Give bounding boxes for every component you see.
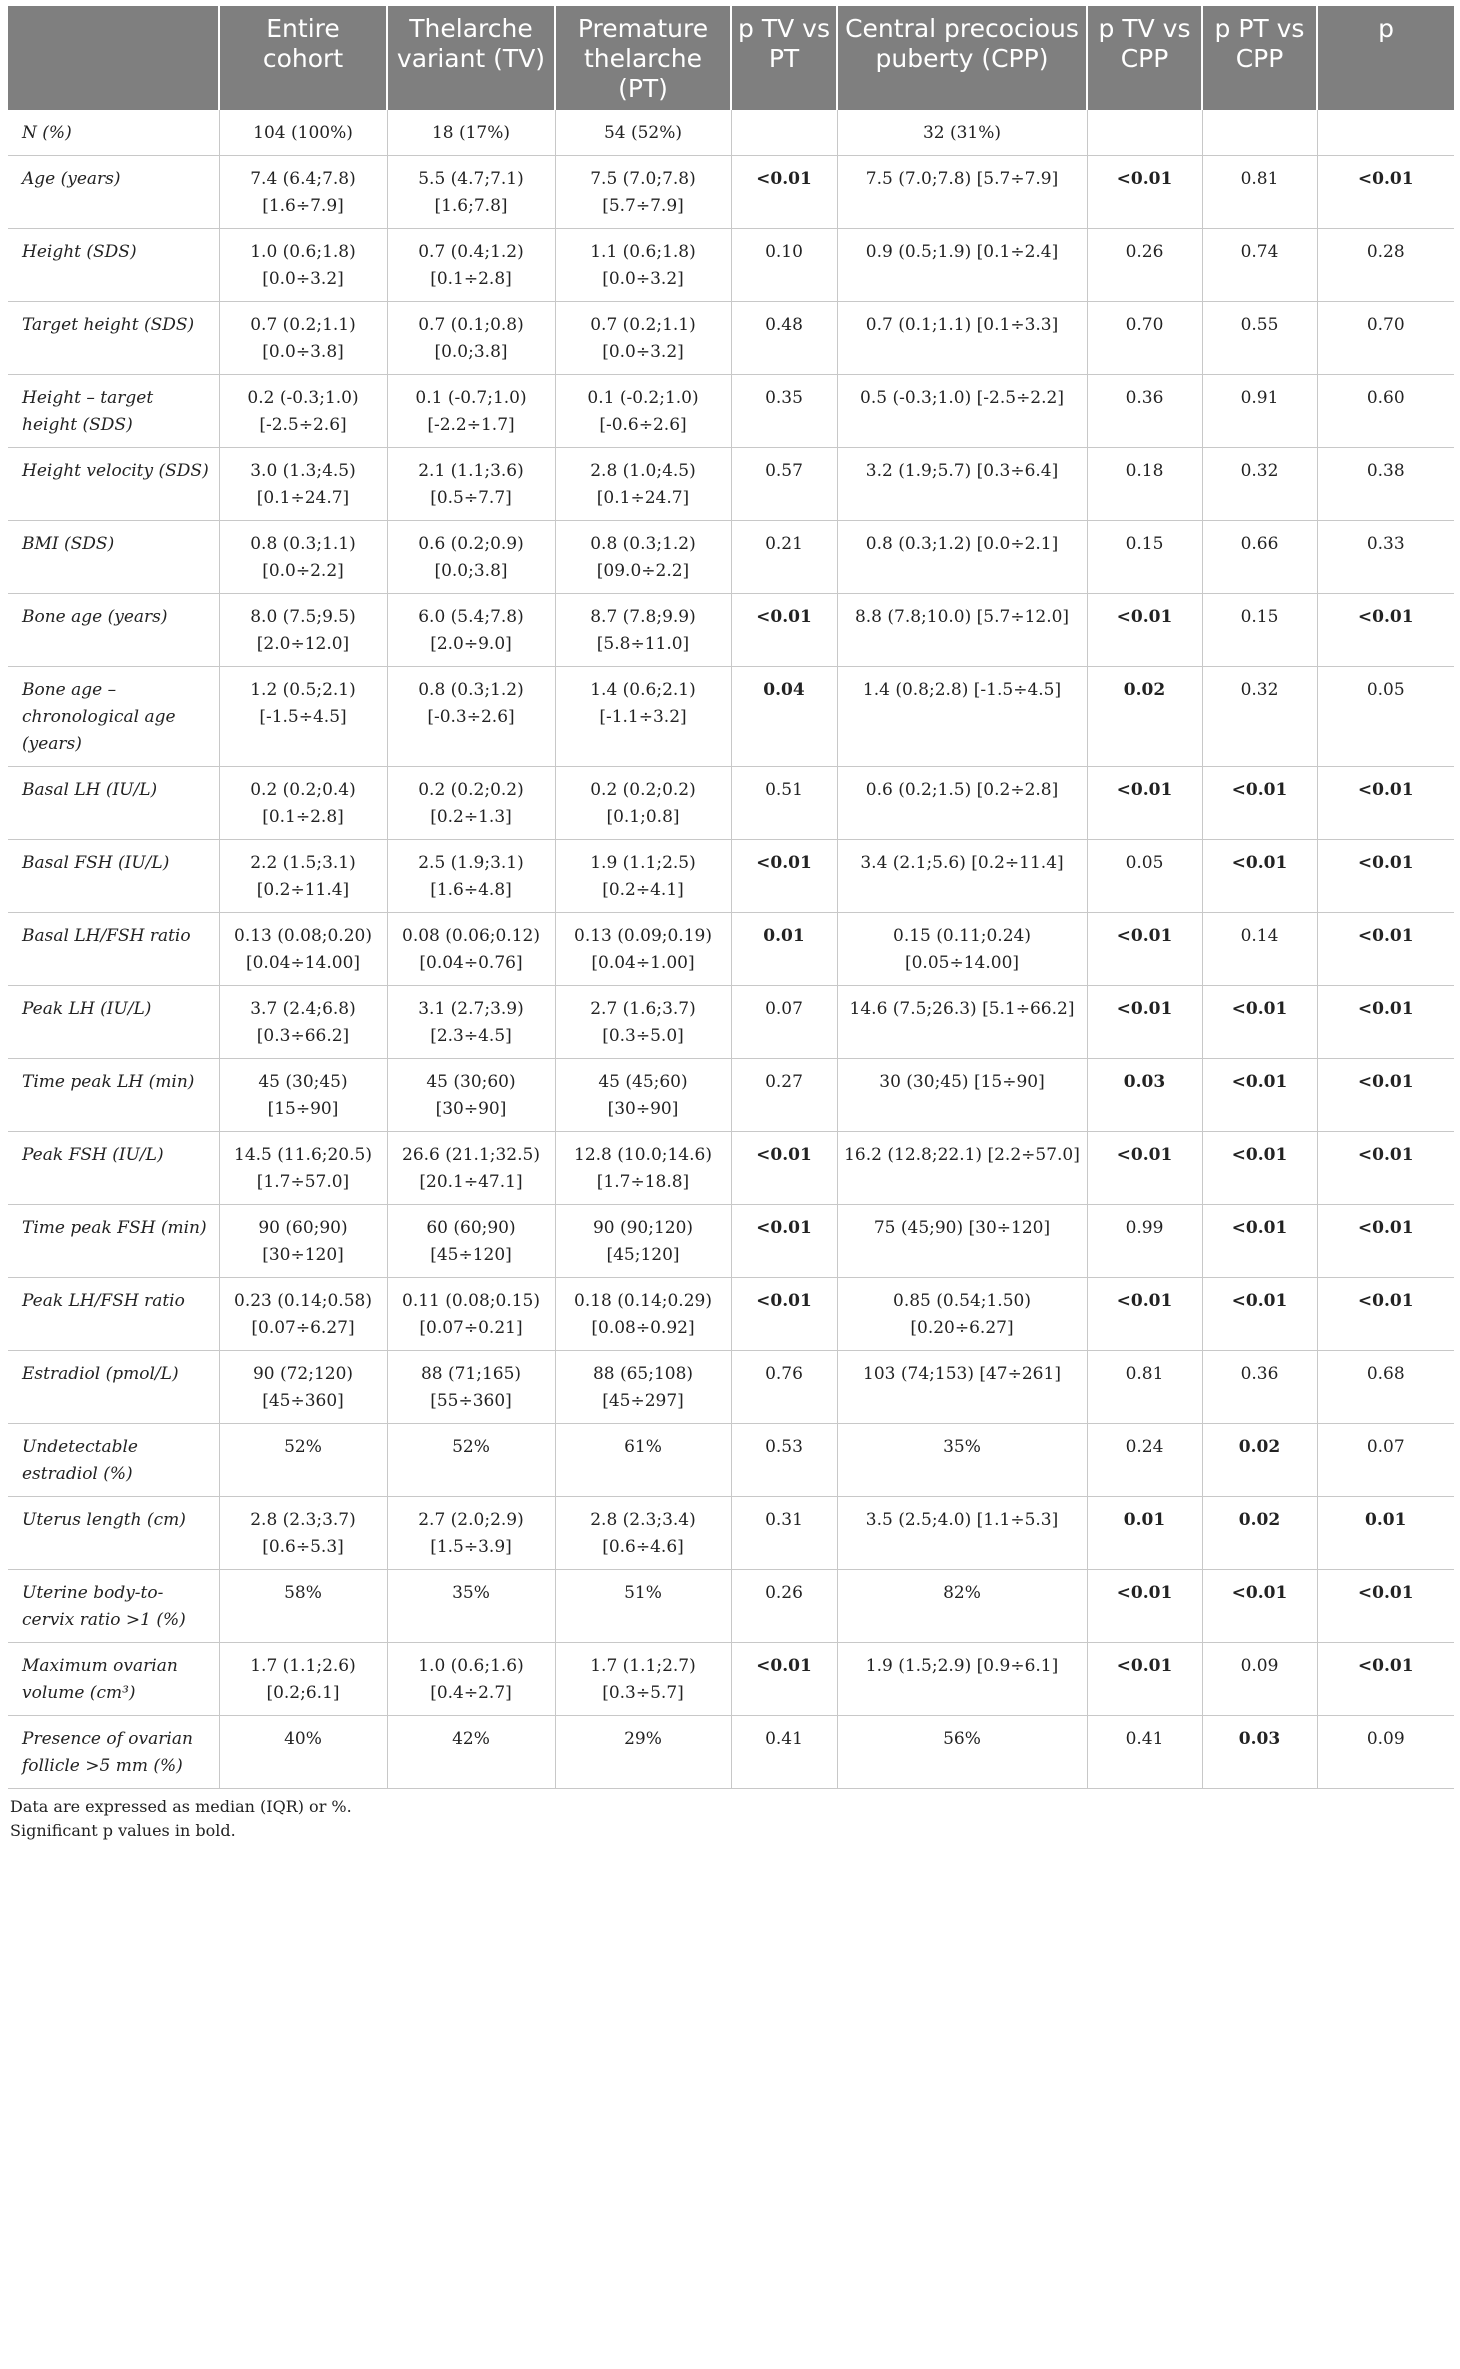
table-cell: <0.01 bbox=[1087, 767, 1202, 840]
table-cell: 0.01 bbox=[1087, 1497, 1202, 1570]
row-label: Peak LH/FSH ratio bbox=[8, 1278, 219, 1351]
table-cell: 35% bbox=[387, 1570, 555, 1643]
table-cell: 16.2 (12.8;22.1) [2.2÷57.0] bbox=[837, 1132, 1087, 1205]
row-label: Time peak FSH (min) bbox=[8, 1205, 219, 1278]
table-cell: <0.01 bbox=[731, 594, 837, 667]
table-cell: <0.01 bbox=[731, 1643, 837, 1716]
table-cell: 0.03 bbox=[1202, 1716, 1317, 1789]
row-label: Height velocity (SDS) bbox=[8, 448, 219, 521]
column-header: p PT vs CPP bbox=[1202, 6, 1317, 110]
table-cell: 51% bbox=[555, 1570, 731, 1643]
column-header bbox=[8, 6, 219, 110]
table-cell: <0.01 bbox=[1087, 156, 1202, 229]
table-cell: <0.01 bbox=[1317, 156, 1454, 229]
table-cell: <0.01 bbox=[731, 840, 837, 913]
column-header: p bbox=[1317, 6, 1454, 110]
table-cell: 0.2 (0.2;0.2) [0.2÷1.3] bbox=[387, 767, 555, 840]
table-cell: <0.01 bbox=[1317, 1643, 1454, 1716]
table-cell: <0.01 bbox=[1317, 913, 1454, 986]
table-cell: 0.36 bbox=[1087, 375, 1202, 448]
row-label: Peak FSH (IU/L) bbox=[8, 1132, 219, 1205]
table-row bbox=[8, 1059, 1454, 1132]
table-row bbox=[8, 1132, 1454, 1205]
table-cell: 0.05 bbox=[1087, 840, 1202, 913]
table-row bbox=[8, 1716, 1454, 1789]
table-cell: 0.32 bbox=[1202, 448, 1317, 521]
table-cell: 0.07 bbox=[1317, 1424, 1454, 1497]
table-cell: 0.27 bbox=[731, 1059, 837, 1132]
table-cell: 0.1 (-0.2;1.0) [-0.6÷2.6] bbox=[555, 375, 731, 448]
table-cell: <0.01 bbox=[1202, 986, 1317, 1059]
table-cell: 0.05 bbox=[1317, 667, 1454, 767]
table-cell: <0.01 bbox=[1202, 1570, 1317, 1643]
table-cell: 29% bbox=[555, 1716, 731, 1789]
table-cell: 0.09 bbox=[1202, 1643, 1317, 1716]
table-cell: 3.5 (2.5;4.0) [1.1÷5.3] bbox=[837, 1497, 1087, 1570]
table-cell: 61% bbox=[555, 1424, 731, 1497]
table-cell: 0.28 bbox=[1317, 229, 1454, 302]
table-cell: 0.7 (0.2;1.1) [0.0÷3.8] bbox=[219, 302, 387, 375]
table-cell: 82% bbox=[837, 1570, 1087, 1643]
table-cell: 58% bbox=[219, 1570, 387, 1643]
row-label: Bone age – chronological age (years) bbox=[8, 667, 219, 767]
table-cell: 0.35 bbox=[731, 375, 837, 448]
table-cell: 0.6 (0.2;0.9) [0.0;3.8] bbox=[387, 521, 555, 594]
row-label: Time peak LH (min) bbox=[8, 1059, 219, 1132]
table-cell: 3.0 (1.3;4.5) [0.1÷24.7] bbox=[219, 448, 387, 521]
row-label: Age (years) bbox=[8, 156, 219, 229]
table-cell: 90 (60;90) [30÷120] bbox=[219, 1205, 387, 1278]
table-cell: 0.02 bbox=[1202, 1497, 1317, 1570]
table-cell: 0.38 bbox=[1317, 448, 1454, 521]
table-cell: 1.7 (1.1;2.6) [0.2;6.1] bbox=[219, 1643, 387, 1716]
table-cell: 0.81 bbox=[1087, 1351, 1202, 1424]
table-cell: 0.9 (0.5;1.9) [0.1÷2.4] bbox=[837, 229, 1087, 302]
table-body bbox=[8, 110, 1454, 1789]
table-cell: 40% bbox=[219, 1716, 387, 1789]
row-label: Estradiol (pmol/L) bbox=[8, 1351, 219, 1424]
table-cell: 14.5 (11.6;20.5) [1.7÷57.0] bbox=[219, 1132, 387, 1205]
table-cell: 1.9 (1.1;2.5) [0.2÷4.1] bbox=[555, 840, 731, 913]
table-cell: <0.01 bbox=[1202, 767, 1317, 840]
table-cell: 0.15 (0.11;0.24) [0.05÷14.00] bbox=[837, 913, 1087, 986]
table-cell: 7.5 (7.0;7.8) [5.7÷7.9] bbox=[837, 156, 1087, 229]
table-cell: <0.01 bbox=[731, 1278, 837, 1351]
table-cell: 0.13 (0.08;0.20) [0.04÷14.00] bbox=[219, 913, 387, 986]
row-label: Target height (SDS) bbox=[8, 302, 219, 375]
table-cell: 6.0 (5.4;7.8) [2.0÷9.0] bbox=[387, 594, 555, 667]
table-cell: 1.4 (0.8;2.8) [-1.5÷4.5] bbox=[837, 667, 1087, 767]
table-row bbox=[8, 1570, 1454, 1643]
table-cell: 0.99 bbox=[1087, 1205, 1202, 1278]
row-label: Uterine body-to-cervix ratio >1 (%) bbox=[8, 1570, 219, 1643]
table-cell: 0.8 (0.3;1.2) [09.0÷2.2] bbox=[555, 521, 731, 594]
table-cell: 0.15 bbox=[1202, 594, 1317, 667]
table-cell: 45 (30;45) [15÷90] bbox=[219, 1059, 387, 1132]
table-cell: 90 (72;120) [45÷360] bbox=[219, 1351, 387, 1424]
table-cell: 14.6 (7.5;26.3) [5.1÷66.2] bbox=[837, 986, 1087, 1059]
table-row bbox=[8, 156, 1454, 229]
table-cell: 103 (74;153) [47÷261] bbox=[837, 1351, 1087, 1424]
table-cell: 90 (90;120) [45;120] bbox=[555, 1205, 731, 1278]
table-cell: 0.23 (0.14;0.58) [0.07÷6.27] bbox=[219, 1278, 387, 1351]
table-cell: 88 (65;108) [45÷297] bbox=[555, 1351, 731, 1424]
table-row bbox=[8, 594, 1454, 667]
table-cell: 2.5 (1.9;3.1) [1.6÷4.8] bbox=[387, 840, 555, 913]
table-cell: 2.8 (2.3;3.4) [0.6÷4.6] bbox=[555, 1497, 731, 1570]
footnote-significance: Significant p values in bold. bbox=[10, 1821, 236, 1840]
row-label: Bone age (years) bbox=[8, 594, 219, 667]
footnote-data-format: Data are expressed as median (IQR) or %. bbox=[10, 1797, 352, 1816]
table-cell: 1.7 (1.1;2.7) [0.3÷5.7] bbox=[555, 1643, 731, 1716]
table-cell: 0.36 bbox=[1202, 1351, 1317, 1424]
table-cell: <0.01 bbox=[1317, 1278, 1454, 1351]
table-cell: 0.48 bbox=[731, 302, 837, 375]
table-cell: 45 (30;60) [30÷90] bbox=[387, 1059, 555, 1132]
table-cell: <0.01 bbox=[731, 156, 837, 229]
table-cell: 2.2 (1.5;3.1) [0.2÷11.4] bbox=[219, 840, 387, 913]
table-header-row bbox=[8, 6, 1454, 110]
table-cell: <0.01 bbox=[1317, 840, 1454, 913]
table-row bbox=[8, 986, 1454, 1059]
table-cell: 52% bbox=[219, 1424, 387, 1497]
table-cell: 35% bbox=[837, 1424, 1087, 1497]
table-cell: 26.6 (21.1;32.5) [20.1÷47.1] bbox=[387, 1132, 555, 1205]
table-cell: 8.0 (7.5;9.5) [2.0÷12.0] bbox=[219, 594, 387, 667]
table-cell: <0.01 bbox=[1317, 594, 1454, 667]
table-cell: <0.01 bbox=[1087, 1570, 1202, 1643]
table-cell: <0.01 bbox=[1087, 1643, 1202, 1716]
row-label: Maximum ovarian volume (cm³) bbox=[8, 1643, 219, 1716]
table-cell: 18 (17%) bbox=[387, 110, 555, 156]
table-cell: <0.01 bbox=[1317, 1205, 1454, 1278]
table-cell: <0.01 bbox=[1317, 1132, 1454, 1205]
table-row bbox=[8, 1205, 1454, 1278]
table-cell: 0.18 bbox=[1087, 448, 1202, 521]
table-cell: 0.55 bbox=[1202, 302, 1317, 375]
table-cell: 0.8 (0.3;1.1) [0.0÷2.2] bbox=[219, 521, 387, 594]
table-cell: 56% bbox=[837, 1716, 1087, 1789]
table-cell: 1.0 (0.6;1.6) [0.4÷2.7] bbox=[387, 1643, 555, 1716]
table-cell: 0.14 bbox=[1202, 913, 1317, 986]
table-cell: 12.8 (10.0;14.6) [1.7÷18.8] bbox=[555, 1132, 731, 1205]
table-cell: <0.01 bbox=[1317, 1059, 1454, 1132]
column-header: Thelarche variant (TV) bbox=[387, 6, 555, 110]
table-cell: <0.01 bbox=[1317, 767, 1454, 840]
table-cell: 0.41 bbox=[731, 1716, 837, 1789]
table-cell: 1.1 (0.6;1.8) [0.0÷3.2] bbox=[555, 229, 731, 302]
column-header: Central precocious puberty (CPP) bbox=[837, 6, 1087, 110]
row-label: BMI (SDS) bbox=[8, 521, 219, 594]
table-cell: 60 (60;90) [45÷120] bbox=[387, 1205, 555, 1278]
table-cell: 0.70 bbox=[1087, 302, 1202, 375]
table-cell: <0.01 bbox=[1202, 840, 1317, 913]
table-cell: 0.51 bbox=[731, 767, 837, 840]
column-header: p TV vs CPP bbox=[1087, 6, 1202, 110]
table-cell: <0.01 bbox=[1087, 913, 1202, 986]
table-cell: 0.5 (-0.3;1.0) [-2.5÷2.2] bbox=[837, 375, 1087, 448]
table-cell: <0.01 bbox=[1087, 986, 1202, 1059]
table-cell: 0.60 bbox=[1317, 375, 1454, 448]
table-cell: <0.01 bbox=[731, 1205, 837, 1278]
table-cell: 0.24 bbox=[1087, 1424, 1202, 1497]
table-cell: 1.4 (0.6;2.1) [-1.1÷3.2] bbox=[555, 667, 731, 767]
table-cell: <0.01 bbox=[1087, 594, 1202, 667]
table-cell: 0.02 bbox=[1087, 667, 1202, 767]
table-cell: 3.4 (2.1;5.6) [0.2÷11.4] bbox=[837, 840, 1087, 913]
table-row bbox=[8, 1497, 1454, 1570]
table-cell: 0.32 bbox=[1202, 667, 1317, 767]
table-cell: 0.8 (0.3;1.2) [0.0÷2.1] bbox=[837, 521, 1087, 594]
table-cell: 52% bbox=[387, 1424, 555, 1497]
table-cell: <0.01 bbox=[1087, 1132, 1202, 1205]
table-cell: <0.01 bbox=[731, 1132, 837, 1205]
table-cell: 0.04 bbox=[731, 667, 837, 767]
column-header: Entire cohort bbox=[219, 6, 387, 110]
table-cell bbox=[1202, 110, 1317, 156]
table-cell: 7.5 (7.0;7.8) [5.7÷7.9] bbox=[555, 156, 731, 229]
row-label: Presence of ovarian follicle >5 mm (%) bbox=[8, 1716, 219, 1789]
table-cell: 0.2 (-0.3;1.0) [-2.5÷2.6] bbox=[219, 375, 387, 448]
table-cell: 8.7 (7.8;9.9) [5.8÷11.0] bbox=[555, 594, 731, 667]
table-cell: 8.8 (7.8;10.0) [5.7÷12.0] bbox=[837, 594, 1087, 667]
table-row bbox=[8, 229, 1454, 302]
table-cell: 32 (31%) bbox=[837, 110, 1087, 156]
table-cell: 0.13 (0.09;0.19) [0.04÷1.00] bbox=[555, 913, 731, 986]
table-cell: 0.8 (0.3;1.2) [-0.3÷2.6] bbox=[387, 667, 555, 767]
table-cell: 0.1 (-0.7;1.0) [-2.2÷1.7] bbox=[387, 375, 555, 448]
table-row bbox=[8, 767, 1454, 840]
table-cell: 3.1 (2.7;3.9) [2.3÷4.5] bbox=[387, 986, 555, 1059]
table-cell: 3.7 (2.4;6.8) [0.3÷66.2] bbox=[219, 986, 387, 1059]
table-cell: 0.01 bbox=[1317, 1497, 1454, 1570]
table-cell: 2.7 (2.0;2.9) [1.5÷3.9] bbox=[387, 1497, 555, 1570]
table-cell: 2.1 (1.1;3.6) [0.5÷7.7] bbox=[387, 448, 555, 521]
table-cell bbox=[731, 110, 837, 156]
table-cell: 0.6 (0.2;1.5) [0.2÷2.8] bbox=[837, 767, 1087, 840]
table-cell: 0.91 bbox=[1202, 375, 1317, 448]
row-label: Basal LH (IU/L) bbox=[8, 767, 219, 840]
column-header: p TV vs PT bbox=[731, 6, 837, 110]
table-cell: 75 (45;90) [30÷120] bbox=[837, 1205, 1087, 1278]
table-cell: 7.4 (6.4;7.8) [1.6÷7.9] bbox=[219, 156, 387, 229]
table-cell: 0.7 (0.1;0.8) [0.0;3.8] bbox=[387, 302, 555, 375]
row-label: Undetectable estradiol (%) bbox=[8, 1424, 219, 1497]
table-row bbox=[8, 1424, 1454, 1497]
column-header: Premature thelarche (PT) bbox=[555, 6, 731, 110]
table-row bbox=[8, 302, 1454, 375]
table-cell: 0.81 bbox=[1202, 156, 1317, 229]
table-row bbox=[8, 521, 1454, 594]
table-cell: 0.03 bbox=[1087, 1059, 1202, 1132]
table-figure bbox=[8, 6, 1454, 1843]
table-cell: 0.07 bbox=[731, 986, 837, 1059]
table-cell: <0.01 bbox=[1202, 1059, 1317, 1132]
table-cell: 0.41 bbox=[1087, 1716, 1202, 1789]
row-label: N (%) bbox=[8, 110, 219, 156]
table-cell: 0.01 bbox=[731, 913, 837, 986]
table-cell bbox=[1317, 110, 1454, 156]
table-cell: 42% bbox=[387, 1716, 555, 1789]
table-cell: <0.01 bbox=[1202, 1132, 1317, 1205]
table-cell: 0.7 (0.2;1.1) [0.0÷3.2] bbox=[555, 302, 731, 375]
table-cell: <0.01 bbox=[1202, 1278, 1317, 1351]
table-cell: 1.9 (1.5;2.9) [0.9÷6.1] bbox=[837, 1643, 1087, 1716]
row-label: Peak LH (IU/L) bbox=[8, 986, 219, 1059]
table-cell: 0.02 bbox=[1202, 1424, 1317, 1497]
table-cell: 88 (71;165) [55÷360] bbox=[387, 1351, 555, 1424]
table-cell: 0.76 bbox=[731, 1351, 837, 1424]
table-cell: 0.31 bbox=[731, 1497, 837, 1570]
table-cell: 0.85 (0.54;1.50) [0.20÷6.27] bbox=[837, 1278, 1087, 1351]
table-row bbox=[8, 110, 1454, 156]
table-cell: 0.21 bbox=[731, 521, 837, 594]
table-cell: 0.08 (0.06;0.12) [0.04÷0.76] bbox=[387, 913, 555, 986]
table-cell: <0.01 bbox=[1202, 1205, 1317, 1278]
table-row bbox=[8, 1278, 1454, 1351]
table-cell: 0.7 (0.4;1.2) [0.1÷2.8] bbox=[387, 229, 555, 302]
table-row bbox=[8, 375, 1454, 448]
table-row bbox=[8, 913, 1454, 986]
table-cell: 0.11 (0.08;0.15) [0.07÷0.21] bbox=[387, 1278, 555, 1351]
table-cell: 0.68 bbox=[1317, 1351, 1454, 1424]
row-label: Uterus length (cm) bbox=[8, 1497, 219, 1570]
table-cell: 2.7 (1.6;3.7) [0.3÷5.0] bbox=[555, 986, 731, 1059]
row-label: Basal LH/FSH ratio bbox=[8, 913, 219, 986]
table-cell: <0.01 bbox=[1087, 1278, 1202, 1351]
table-cell: 0.2 (0.2;0.4) [0.1÷2.8] bbox=[219, 767, 387, 840]
table-cell: 0.26 bbox=[1087, 229, 1202, 302]
table-cell: 0.66 bbox=[1202, 521, 1317, 594]
table-row bbox=[8, 448, 1454, 521]
table-cell: 1.2 (0.5;2.1) [-1.5÷4.5] bbox=[219, 667, 387, 767]
table-row bbox=[8, 1643, 1454, 1716]
table-cell: 1.0 (0.6;1.8) [0.0÷3.2] bbox=[219, 229, 387, 302]
row-label: Basal FSH (IU/L) bbox=[8, 840, 219, 913]
table-cell: 0.10 bbox=[731, 229, 837, 302]
table-cell: 0.26 bbox=[731, 1570, 837, 1643]
table-cell bbox=[1087, 110, 1202, 156]
table-cell: 3.2 (1.9;5.7) [0.3÷6.4] bbox=[837, 448, 1087, 521]
row-label: Height (SDS) bbox=[8, 229, 219, 302]
table-cell: 0.70 bbox=[1317, 302, 1454, 375]
table-row bbox=[8, 840, 1454, 913]
data-table bbox=[8, 6, 1454, 1789]
table-cell: 0.53 bbox=[731, 1424, 837, 1497]
table-cell: <0.01 bbox=[1317, 986, 1454, 1059]
table-row bbox=[8, 1351, 1454, 1424]
table-cell: 0.2 (0.2;0.2) [0.1;0.8] bbox=[555, 767, 731, 840]
table-cell: 104 (100%) bbox=[219, 110, 387, 156]
table-cell: 0.33 bbox=[1317, 521, 1454, 594]
table-cell: 2.8 (2.3;3.7) [0.6÷5.3] bbox=[219, 1497, 387, 1570]
row-label: Height – target height (SDS) bbox=[8, 375, 219, 448]
table-cell: 30 (30;45) [15÷90] bbox=[837, 1059, 1087, 1132]
table-cell: 0.15 bbox=[1087, 521, 1202, 594]
table-cell: 0.74 bbox=[1202, 229, 1317, 302]
table-cell: 2.8 (1.0;4.5) [0.1÷24.7] bbox=[555, 448, 731, 521]
table-cell: <0.01 bbox=[1317, 1570, 1454, 1643]
table-row bbox=[8, 667, 1454, 767]
table-cell: 54 (52%) bbox=[555, 110, 731, 156]
table-cell: 0.57 bbox=[731, 448, 837, 521]
table-cell: 45 (45;60) [30÷90] bbox=[555, 1059, 731, 1132]
table-cell: 0.7 (0.1;1.1) [0.1÷3.3] bbox=[837, 302, 1087, 375]
table-cell: 5.5 (4.7;7.1) [1.6;7.8] bbox=[387, 156, 555, 229]
table-cell: 0.18 (0.14;0.29) [0.08÷0.92] bbox=[555, 1278, 731, 1351]
table-cell: 0.09 bbox=[1317, 1716, 1454, 1789]
